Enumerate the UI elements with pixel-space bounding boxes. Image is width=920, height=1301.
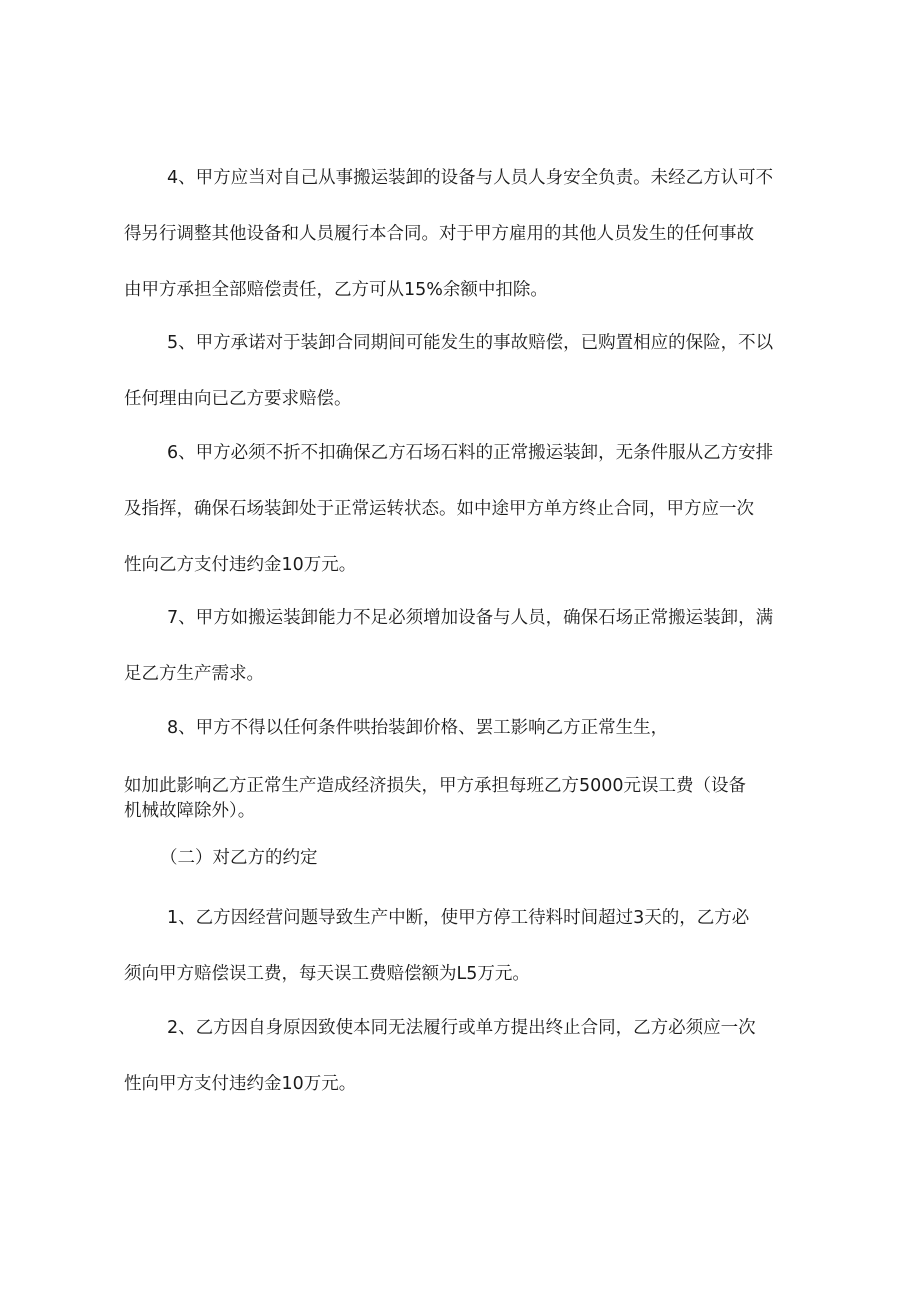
clause-a5-line-1: 5、甲方承诺对于装卸合同期间可能发生的事故赔偿，已购置相应的保险，不以 — [167, 333, 774, 353]
clause-a8-continuation-line-1: 如加此影响乙方正常生产造成经济损失，甲方承担每班乙方5000元误工费（设备 — [124, 776, 747, 796]
clause-b2 — [124, 1000, 799, 1112]
clause-b2-line-2: 性向甲方支付违约金10万元。 — [124, 1074, 357, 1094]
clause-a8-continuation-line-2: 机械故障除外）。 — [124, 801, 256, 821]
clause-a7 — [124, 590, 799, 702]
clause-b1-line-2: 须向甲方赔偿误工费，每天误工费赔偿额为L5万元。 — [124, 964, 530, 984]
clause-a5 — [124, 315, 799, 427]
clause-a6-line-2: 及指挥，确保石场装卸处于正常运转状态。如中途甲方单方终止合同，甲方应一次 — [124, 499, 754, 519]
clause-a8 — [124, 700, 799, 756]
clause-a4 — [124, 150, 799, 318]
clause-a8-line-1: 8、甲方不得以任何条件哄抬装卸价格、罢工影响乙方正常生生， — [167, 718, 669, 738]
clause-a6 — [124, 425, 799, 593]
clause-b1 — [124, 890, 799, 1002]
clause-a7-line-2: 足乙方生产需求。 — [124, 664, 264, 684]
clause-a6-line-3: 性向乙方支付违约金10万元。 — [124, 555, 357, 575]
clause-b1-line-1: 1、乙方因经营问题导致生产中断，使甲方停工待料时间超过3天的，乙方必 — [167, 908, 750, 928]
clause-a4-line-3: 由甲方承担全部赔偿责任，乙方可从15%余额中扣除。 — [124, 280, 548, 300]
clause-a4-line-2: 得另行调整其他设备和人员履行本合同。对于甲方雇用的其他人员发生的任何事故 — [124, 224, 754, 244]
clause-a4-line-1: 4、甲方应当对自己从事搬运装卸的设备与人员人身安全负责。未经乙方认可不 — [167, 168, 774, 188]
section-heading-party-b-text: （二）对乙方的约定 — [160, 848, 318, 868]
clause-b2-line-1: 2、乙方因自身原因致使本同无法履行或单方提出终止合同，乙方必须应一次 — [167, 1018, 756, 1038]
clause-a8-continuation — [124, 774, 799, 824]
clause-a5-line-2: 任何理由向已乙方要求赔偿。 — [124, 389, 352, 409]
clause-a6-line-1: 6、甲方必须不折不扣确保乙方石场石料的正常搬运装卸，无条件服从乙方安排 — [167, 443, 774, 463]
section-heading-party-b — [160, 846, 835, 871]
clause-a7-line-1: 7、甲方如搬运装卸能力不足必须增加设备与人员，确保石场正常搬运装卸，满 — [167, 608, 774, 628]
